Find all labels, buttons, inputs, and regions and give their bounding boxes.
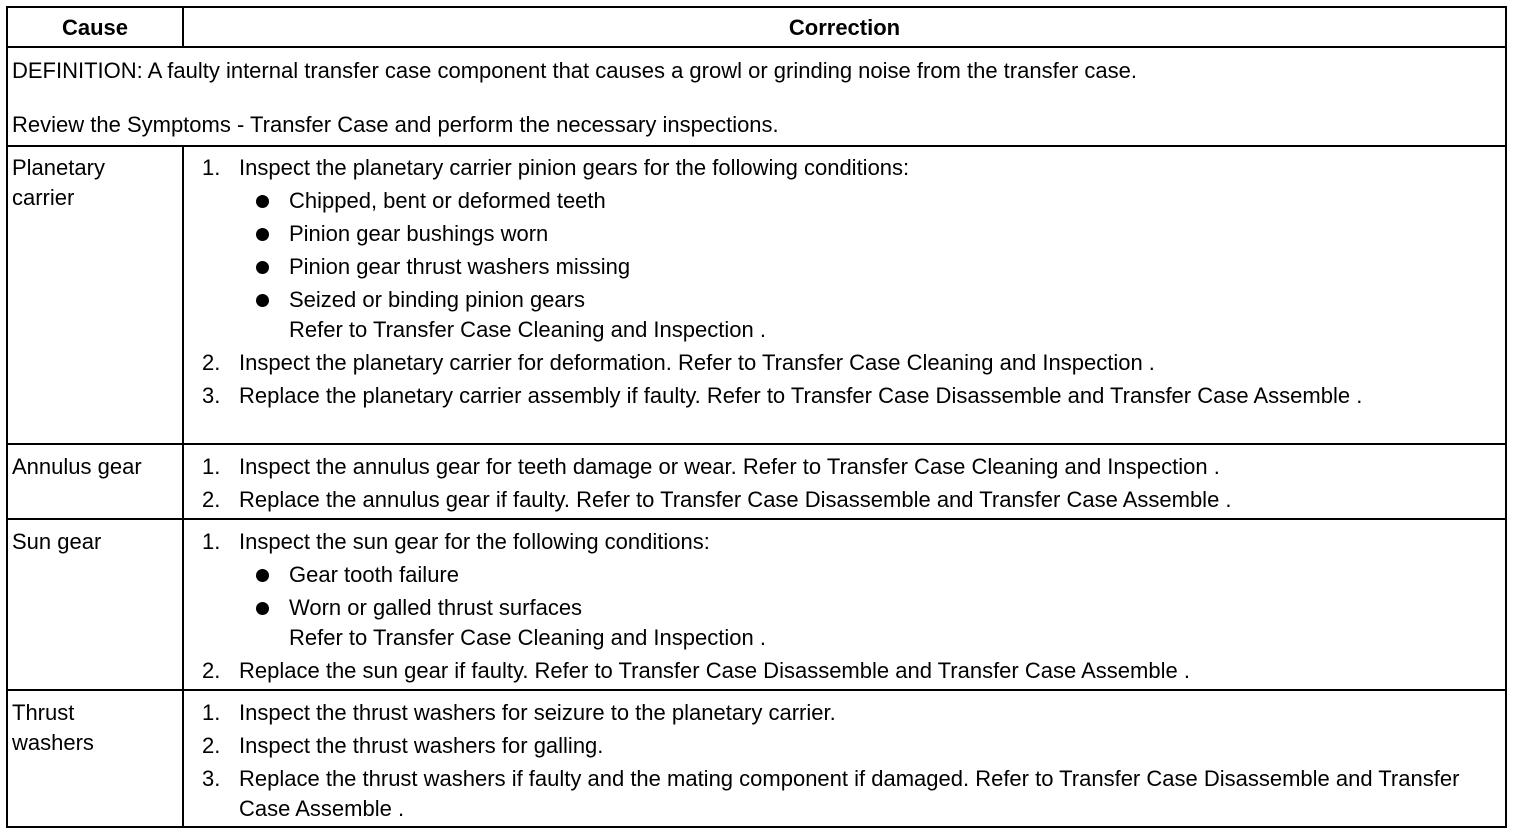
cause-sun-gear: Sun gear bbox=[12, 529, 102, 554]
condition-text: Gear tooth failure bbox=[289, 562, 459, 587]
condition-item bbox=[239, 252, 1477, 282]
condition-text: Worn or galled thrust surfaces bbox=[289, 595, 583, 620]
condition-item bbox=[239, 219, 1477, 249]
condition-list bbox=[239, 560, 1477, 623]
row-divider bbox=[6, 518, 1507, 520]
reference-note: Refer to Transfer Case Cleaning and Inspection . bbox=[289, 625, 766, 650]
step-number: 2. bbox=[202, 658, 221, 683]
row-divider bbox=[6, 145, 1507, 147]
step-number: 1. bbox=[202, 700, 221, 725]
step-item bbox=[202, 153, 1477, 345]
correction-list-planetary-carrier bbox=[202, 153, 1477, 414]
column-divider bbox=[182, 145, 184, 828]
step-number: 3. bbox=[202, 383, 221, 408]
condition-text: Pinion gear thrust washers missing bbox=[289, 254, 631, 279]
step-text: Replace the annulus gear if faulty. Refer to Transfer Case Disassemble and Transfer Case Assemble . bbox=[239, 487, 1232, 512]
step-text: Inspect the thrust washers for galling. bbox=[239, 733, 604, 758]
step-item bbox=[202, 527, 1477, 653]
step-number: 1. bbox=[202, 454, 221, 479]
condition-text: Chipped, bent or deformed teeth bbox=[289, 188, 606, 213]
bullet-icon bbox=[239, 285, 289, 315]
definition-text: DEFINITION: A faulty internal transfer case component that causes a growl or grinding noise from the transfer case. bbox=[12, 58, 1137, 83]
row-divider bbox=[6, 46, 1507, 48]
condition-item bbox=[239, 285, 1477, 315]
step-text: Inspect the annulus gear for teeth damage or wear. Refer to Transfer Case Cleaning and Inspection . bbox=[239, 454, 1220, 479]
step-number: 2. bbox=[202, 350, 221, 375]
step-item bbox=[202, 731, 1487, 761]
correction-list-thrust-washers bbox=[202, 698, 1487, 827]
step-item bbox=[202, 764, 1487, 824]
cause-planetary-carrier: Planetary carrier bbox=[12, 155, 105, 210]
step-item bbox=[202, 452, 1477, 482]
step-item bbox=[202, 485, 1477, 515]
bullet-icon bbox=[239, 252, 289, 282]
step-item bbox=[202, 381, 1477, 411]
cause-annulus-gear: Annulus gear bbox=[12, 454, 142, 479]
step-text: Replace the sun gear if faulty. Refer to Transfer Case Disassemble and Transfer Case Assemble . bbox=[239, 658, 1190, 683]
condition-item bbox=[239, 186, 1477, 216]
condition-text: Pinion gear bushings worn bbox=[289, 221, 549, 246]
condition-list bbox=[239, 186, 1477, 315]
condition-text: Seized or binding pinion gears bbox=[289, 287, 585, 312]
row-divider bbox=[6, 443, 1507, 445]
correction-list-annulus-gear bbox=[202, 452, 1477, 518]
cause-thrust-washers: Thrust washers bbox=[12, 700, 94, 755]
step-text: Inspect the sun gear for the following conditions: bbox=[239, 529, 710, 554]
bullet-icon bbox=[239, 186, 289, 216]
step-number: 2. bbox=[202, 733, 221, 758]
step-text: Inspect the planetary carrier for deformation. Refer to Transfer Case Cleaning and Inspection . bbox=[239, 350, 1155, 375]
review-text: Review the Symptoms - Transfer Case and perform the necessary inspections. bbox=[12, 112, 779, 137]
bullet-icon bbox=[239, 219, 289, 249]
condition-item bbox=[239, 560, 1477, 590]
step-item bbox=[202, 656, 1477, 686]
step-text: Replace the planetary carrier assembly if faulty. Refer to Transfer Case Disassemble and Transfer Case Assemble . bbox=[239, 383, 1363, 408]
bullet-icon bbox=[239, 593, 289, 623]
header-cause: Cause bbox=[61, 15, 129, 40]
condition-item bbox=[239, 593, 1477, 623]
step-number: 1. bbox=[202, 155, 221, 180]
step-number: 3. bbox=[202, 766, 221, 791]
reference-note: Refer to Transfer Case Cleaning and Inspection . bbox=[289, 317, 766, 342]
step-item bbox=[202, 698, 1487, 728]
step-number: 2. bbox=[202, 487, 221, 512]
step-number: 1. bbox=[202, 529, 221, 554]
bullet-icon bbox=[239, 560, 289, 590]
header-correction: Correction bbox=[788, 15, 901, 40]
step-text: Replace the thrust washers if faulty and the mating component if damaged. Refer to Transfer Case Disassemble and Transfer Case Assemble . bbox=[239, 766, 1460, 821]
row-divider bbox=[6, 689, 1507, 691]
step-item bbox=[202, 348, 1477, 378]
step-text: Inspect the planetary carrier pinion gears for the following conditions: bbox=[239, 155, 910, 180]
correction-list-sun-gear bbox=[202, 527, 1477, 689]
step-text: Inspect the thrust washers for seizure to the planetary carrier. bbox=[239, 700, 836, 725]
